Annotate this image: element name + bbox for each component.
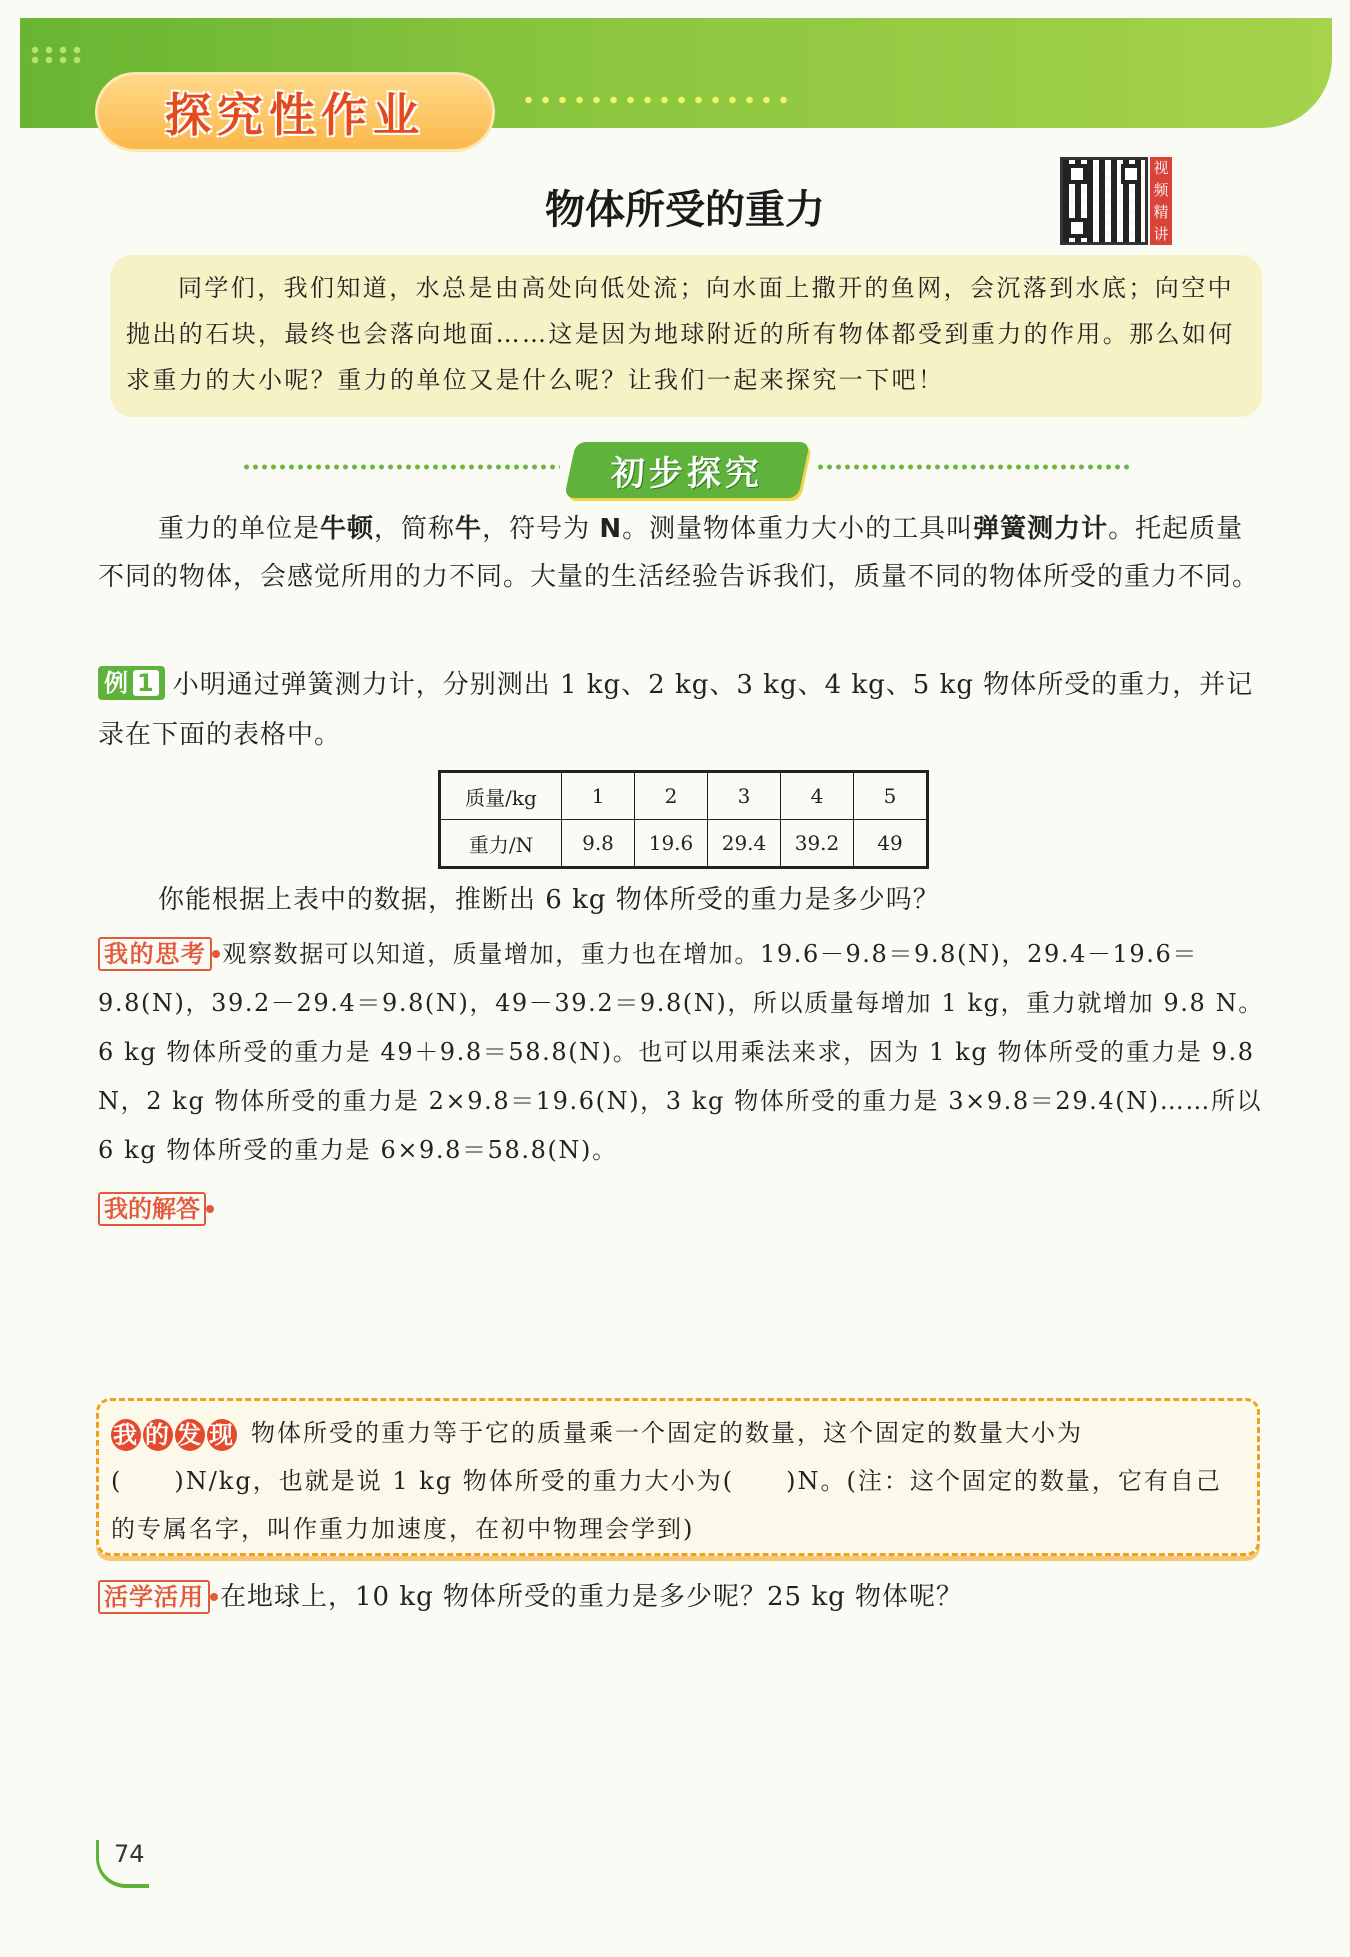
- table-cell: 4: [781, 772, 854, 820]
- divider-dots-left: [242, 464, 560, 470]
- question: [98, 878, 1268, 922]
- table-cell: 19.6: [635, 820, 708, 868]
- mass-weight-table: [438, 770, 929, 869]
- section-badge-label: 初步探究: [611, 453, 763, 494]
- text-run: 重力的单位是: [158, 514, 321, 544]
- example-badge: [98, 666, 165, 700]
- table-header-cell: 重力/N: [440, 820, 562, 868]
- header-decoration-dots: [520, 95, 790, 105]
- table-cell: 1: [562, 772, 635, 820]
- table-cell: 29.4: [708, 820, 781, 868]
- table-row: [440, 820, 928, 868]
- table-row: [440, 772, 928, 820]
- intro-paragraph: [98, 505, 1268, 601]
- thinking-tag: 我的思考: [98, 937, 212, 971]
- badge-char: 我: [113, 1421, 139, 1449]
- apply-section: [98, 1572, 1268, 1622]
- badge-char: 的: [145, 1421, 171, 1449]
- page-number-text: 74: [114, 1840, 145, 1868]
- table-header-cell: 质量/kg: [440, 772, 562, 820]
- page-number: [100, 1840, 160, 1880]
- table-cell: 3: [708, 772, 781, 820]
- my-thinking: [98, 930, 1268, 1175]
- badge-char: 发: [177, 1421, 203, 1449]
- intro-box: [110, 255, 1262, 417]
- discovery-text: 物体所受的重力等于它的质量乘一个固定的数量，这个固定的数量大小为( )N/kg，也就是说 1 kg 物体所受的重力大小为( )N。(注：这个固定的数量，它有自己的专属名字，叫作重力加速度，在初中物理会学到): [111, 1419, 1222, 1543]
- discovery-badge: [111, 1419, 237, 1451]
- thinking-text: 观察数据可以知道，质量增加，重力也在增加。19.6－9.8＝9.8(N)，29.4－19.6＝9.8(N)，39.2－29.4＝9.8(N)，49－39.2＝9.8(N)，所以质量每增加 1 kg，重力就增加 9.8 N。6 kg 物体所受的重力是 49＋9.8＝58.8(N)。也可以用乘法来求，因为 1 kg 物体所受的重力是 9.8 N，2 kg 物体所受的重力是 2×9.8＝19.6(N)，3 kg 物体所受的重力是 3×9.8＝29.4(N)……所以 6 kg 物体所受的重力是 6×9.8＝58.8(N)。: [98, 940, 1264, 1164]
- section-label-badge: [95, 72, 495, 152]
- example-badge-text: 例: [104, 669, 129, 697]
- bold-term: 牛: [455, 514, 483, 544]
- table-cell: 2: [635, 772, 708, 820]
- apply-tag: 活学活用: [98, 1580, 210, 1614]
- my-answer: [98, 1192, 216, 1226]
- text-run: 。测量物体重力大小的工具叫: [622, 514, 974, 544]
- bold-term: N: [599, 514, 623, 544]
- header-decoration-dots: [28, 45, 88, 65]
- table-cell: 5: [854, 772, 928, 820]
- section-label: 探究性作业: [165, 88, 425, 142]
- bold-term: 牛顿: [320, 514, 375, 544]
- divider-dots-right: [816, 464, 1132, 470]
- example-1: [98, 660, 1268, 760]
- text-run: 。托起质量不同的物体，会感觉所用的力不同。大量的生活经验告诉我们，质量不同的物体所受的重力不同。: [98, 514, 1260, 592]
- example-text: 小明通过弹簧测力计，分别测出 1 kg、2 kg、3 kg、4 kg、5 kg 物体所受的重力，并记录在下面的表格中。: [98, 670, 1254, 750]
- qr-label: 视频精讲: [1150, 157, 1172, 245]
- apply-text: 在地球上，10 kg 物体所受的重力是多少呢？25 kg 物体呢？: [220, 1582, 964, 1612]
- text-run: ，简称: [374, 514, 456, 544]
- table-cell: 9.8: [562, 820, 635, 868]
- qr-code-icon[interactable]: [1060, 157, 1148, 245]
- example-badge-number: 1: [133, 670, 159, 696]
- text-run: ，符号为: [482, 514, 600, 544]
- answer-area[interactable]: [98, 1240, 1268, 1380]
- badge-char: 现: [209, 1421, 235, 1449]
- page-title: 物体所受的重力: [545, 187, 825, 233]
- discovery-box: [96, 1398, 1260, 1556]
- intro-text: 同学们，我们知道，水总是由高处向低处流；向水面上撒开的鱼网，会沉落到水底；向空中抛出的石块，最终也会落向地面……这是因为地球附近的所有物体都受到重力的作用。那么如何求重力的大小呢？重力的单位又是什么呢？让我们一起来探究一下吧！: [126, 274, 1235, 394]
- table-cell: 49: [854, 820, 928, 868]
- section-badge: [564, 442, 810, 498]
- answer-tag: 我的解答: [98, 1192, 206, 1226]
- table-cell: 39.2: [781, 820, 854, 868]
- question-text: 你能根据上表中的数据，推断出 6 kg 物体所受的重力是多少吗？: [158, 885, 940, 915]
- bold-term: 弹簧测力计: [973, 514, 1109, 544]
